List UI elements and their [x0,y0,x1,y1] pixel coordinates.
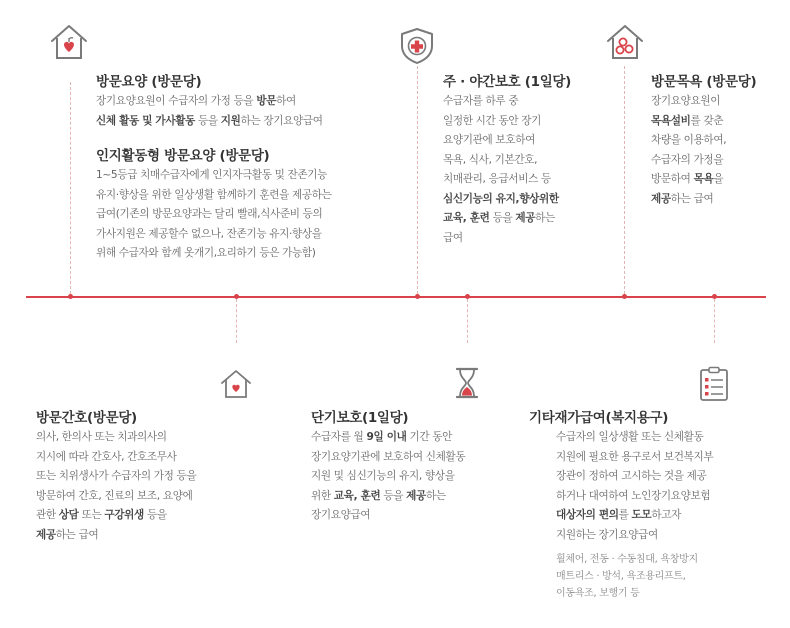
emphasis-text: 방문 [256,95,277,107]
connector-other [714,299,715,343]
text-line: 관한 상담 또는 구강위생 등을 [36,509,167,521]
text-line: 지원하는 장기요양급여 [556,528,658,541]
text-line: 또는 치위생사가 수급자의 가정 등을 [36,470,197,482]
text-line: 대상자의 편의를 도모하고자 [556,509,681,521]
text-line: 치매관리, 응급서비스 등 [443,173,551,185]
text-line: 수급자를 하루 중 [443,95,519,107]
bath-desc [651,92,726,209]
emphasis-text: 도모 [631,509,652,521]
timeline-dot [68,294,73,299]
other-benefits-desc [556,428,713,545]
text-line: 지원에 필요한 용구로서 보건복지부 [556,450,714,463]
text-line: 1~5등급 치매수급자에게 인지자극활동 및 잔존기능 [96,169,328,181]
timeline-dot [234,294,239,299]
example-line: 휠체어, 전동 · 수동침대, 욕창방지 [556,554,698,565]
text-line: 신체 활동 및 가사활동 등을 지원하는 장기요양급여 [96,114,323,127]
day-care-desc [443,92,559,248]
text-line: 목욕, 식사, 기본간호, [443,153,538,166]
emphasis-text: 제공 [36,528,56,541]
text-line: 지원 및 심신기능의 유지, 향상을 [311,470,455,482]
text-line: 장관이 정하여 고시하는 것을 제공 [556,470,707,482]
hourglass-icon [454,366,480,400]
text-line: 제공하는 급여 [651,192,714,205]
connector-home-care [70,82,71,294]
clipboard-checklist-icon [698,366,730,402]
home-care-desc [96,92,323,131]
welfare-equipment-examples [556,551,698,602]
text-line: 방문하여 간호, 진료의 보조, 요양에 [36,489,193,502]
text-line: 교육, 훈련 등을 제공하는 [443,212,555,224]
connector-nursing [236,299,237,343]
text-line: 수급자의 일상생활 또는 신체활동 [556,431,704,443]
text-line: 장기요양기관에 보호하여 신체활동 [311,450,466,463]
text-line: 요양기관에 보호하여 [443,134,535,146]
day-care-title: 주 · 야간보호 (1일당) [443,74,572,90]
short-term-title: 단기보호(1일당) [311,410,409,426]
text-line: 수급자를 월 9일 이내 기간 동안 [311,431,453,443]
text-line: 하거나 대여하여 노인장기요양보험 [556,489,711,502]
connector-bath [624,66,625,294]
emphasis-text: 교육, 훈련 [443,212,490,224]
emphasis-text: 제공 [515,212,536,224]
text-line: 유지·향상을 위한 일상생활 함께하기 훈련을 제공하는 [96,188,332,201]
nursing-desc [36,428,196,545]
nursing-title: 방문간호(방문당) [36,410,137,426]
connector-short-term [467,299,468,343]
home-care-title: 방문요양 (방문당) [96,74,202,90]
text-line: 지시에 따라 간호사, 간호조무사 [36,450,177,463]
connector-day-care-top [417,66,418,294]
text-line: 장기요양요원이 수급자의 가정 등을 방문하여 [96,95,296,107]
house-heart-small-icon [219,368,253,400]
bath-title: 방문목욕 (방문당) [651,74,757,90]
text-line: 급여 [443,231,463,244]
text-line: 가사지원은 제공할수 없으나, 잔존기능 유지·향상을 [96,227,322,240]
text-line: 급여(기존의 방문요양과는 달리 빨래,식사준비 등의 [96,208,323,220]
cognitive-home-care-title: 인지활동형 방문요양 (방문당) [96,148,270,164]
timeline-dot [622,294,627,299]
text-line: 제공하는 급여 [36,528,99,541]
cognitive-home-care-desc [96,166,332,264]
text-line: 의사, 한의사 또는 치과의사의 [36,431,167,443]
text-line: 장기요양요원이 [651,95,721,107]
example-line: 매트리스 · 방석, 욕조용리프트, [556,571,686,582]
emphasis-text: 상담 [58,509,79,521]
timeline-line [26,296,766,298]
emphasis-text: 신체 활동 및 가사활동 [96,114,195,127]
other-benefits-title: 기타재가급여(복지용구) [529,410,669,426]
house-heart-icon [48,22,90,62]
short-term-desc [311,428,465,526]
emphasis-text: 심신기능의 유지,향상위한 [443,192,559,205]
emphasis-text: 목욕 [693,173,714,185]
timeline-dot [712,294,717,299]
text-line: 목욕설비를 갖춘 [651,114,724,127]
timeline-dot [415,294,420,299]
emphasis-text: 교육, 훈련 [333,489,381,502]
emphasis-text: 9일 이내 [366,431,407,443]
text-line: 위해 수급자와 함께 옷개기,요리하기 등은 가능함) [96,247,316,259]
example-line: 이동욕조, 보행기 등 [556,588,640,599]
emphasis-text: 대상자의 편의 [556,509,619,521]
text-line: 장기요양급여 [311,509,371,521]
emphasis-text: 목욕설비 [651,114,691,127]
emphasis-text: 구강위생 [104,509,144,521]
text-line: 위한 교육, 훈련 등을 제공하는 [311,489,446,502]
timeline-dot [465,294,470,299]
text-line: 일정한 시간 동안 장기 [443,114,542,127]
text-line [443,190,559,210]
emphasis-text: 지원 [220,114,241,127]
house-bubbles-icon [604,22,646,62]
text-line: 수급자의 가정을 [651,153,724,166]
shield-cross-icon [398,26,436,66]
emphasis-text: 제공 [651,192,671,205]
text-line: 방문하여 목욕을 [651,173,724,185]
emphasis-text: 제공 [406,489,426,502]
text-line: 차량을 이용하여, [651,134,727,146]
